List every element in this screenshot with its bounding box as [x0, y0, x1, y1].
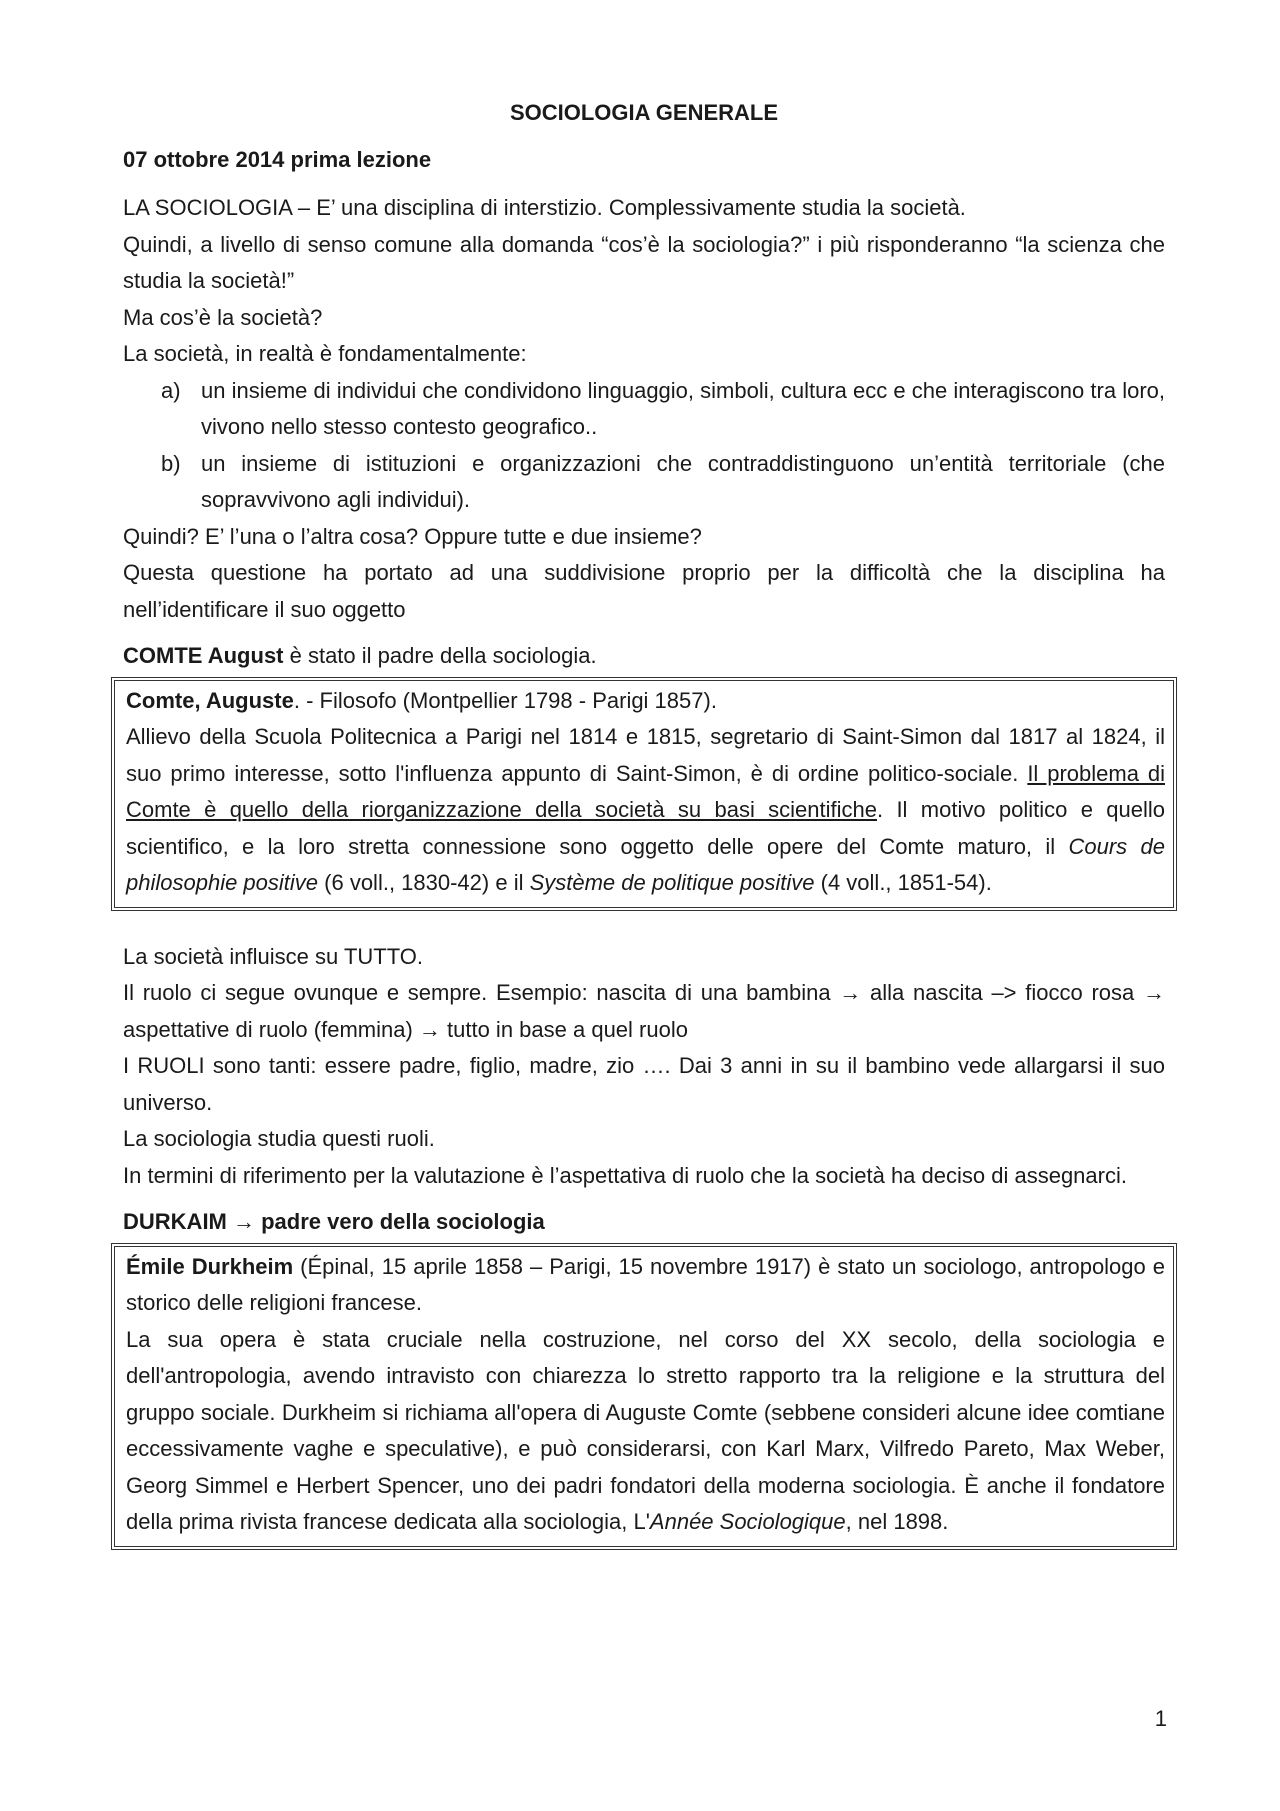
- durkheim-journal: Année Sociologique: [649, 1509, 846, 1534]
- list-item-text: un insieme di individui che condividono linguaggio, simboli, cultura ecc e che interagiscono tra loro, vivono nello stesso contesto geografico..: [201, 377, 1165, 439]
- durkheim-lead-text: (Épinal, 15 aprile 1858 – Parigi, 15 novembre 1917) è stato un sociologo, antropologo e storico delle religioni francese.: [126, 1253, 1165, 1315]
- comte-heading-name: COMTE August: [123, 643, 284, 668]
- page-content: [123, 95, 1165, 1550]
- roles-paragraph-5: In termini di riferimento per la valutazione è l’aspettativa di ruolo che la società ha deciso di assegnarci.: [123, 1162, 1127, 1188]
- durkheim-bio-end: , nel 1898.: [845, 1509, 949, 1534]
- page-number: 1: [1154, 1706, 1167, 1731]
- durkheim-bio-lead: [126, 1249, 1165, 1322]
- intro-paragraph-3: Ma cos’è la società?: [123, 304, 323, 330]
- durkheim-bio-box: [111, 1243, 1177, 1550]
- comte-bio-sentence: Allievo della Scuola Politecnica a Parigi nel 1814 e 1815, segretario di Saint-Simon dal 1817 al 1824, il suo primo interesse, sotto l'influenza appunto di Saint-Simon, è di ordine politico-sociale.: [126, 724, 1165, 786]
- durkheim-bio-text: [126, 1322, 1165, 1541]
- roles-paragraph-4: La sociologia studia questi ruoli.: [123, 1126, 435, 1151]
- comte-work-cours: Cours de philosophie positive: [126, 833, 1165, 895]
- comte-name: Comte, Auguste: [126, 687, 294, 713]
- comte-bio-mid: (6 voll., 1830-42) e il: [318, 870, 530, 895]
- comte-work-systeme: Système de politique positive: [529, 870, 815, 895]
- comte-key-problem: Il problema di Comte è quello della riorganizzazione della società su basi scientifiche: [126, 760, 1165, 822]
- lesson-date: 07 ottobre 2014 prima lezione: [123, 146, 432, 172]
- durkheim-name: Émile Durkheim: [126, 1253, 294, 1279]
- list-marker: b): [161, 450, 181, 476]
- roles-paragraph-3: I RUOLI sono tanti: essere padre, figlio, madre, zio …. Dai 3 anni in su il bambino vede allargarsi il suo universo.: [123, 1053, 1165, 1115]
- intro-paragraph-6: Questa questione ha portato ad una suddivisione proprio per la difficoltà che la disciplina ha nell’identificare il suo oggetto: [123, 560, 1165, 622]
- durkheim-bio-body: La sua opera è stata cruciale nella costruzione, nel corso del XX secolo, della sociologia e dell'antropologia, avendo intravisto con chiarezza lo stretto rapporto tra la religione e la struttura del gruppo sociale. Durkheim si richiama all'opera di Auguste Comte (sebbene consideri alcune idee comtiane eccessivamente vaghe e speculative), e può considerarsi, con Karl Marx, Vilfredo Pareto, Max Weber, Georg Simmel e Herbert Spencer, uno dei padri fondatori della moderna sociologia. È anche il fondatore della prima rivista francese dedicata alla sociologia, L': [126, 1326, 1165, 1534]
- roles-paragraph-2: Il ruolo ci segue ovunque e sempre. Esempio: nascita di una bambina → alla nascita –> fiocco rosa → aspettative di ruolo (femmina) → tutto in base a quel ruolo: [123, 980, 1165, 1042]
- comte-bio-end: (4 voll., 1851-54).: [814, 870, 992, 895]
- page-title: SOCIOLOGIA GENERALE: [509, 100, 779, 125]
- intro-paragraph-5: Quindi? E’ l’una o l’altra cosa? Oppure tutte e due insieme?: [123, 523, 702, 549]
- list-marker: a): [161, 377, 181, 403]
- intro-paragraph-4: La società, in realtà è fondamentalmente:: [123, 341, 527, 366]
- comte-bio-continuation: . Il motivo politico e quello scientifico, e la loro stretta connessione sono oggetto delle opere del Comte maturo, il: [126, 797, 1165, 859]
- durkheim-heading: DURKAIM → padre vero della sociologia: [123, 1209, 545, 1234]
- comte-bio-box: [111, 677, 1177, 911]
- society-definition-list: [123, 373, 1165, 519]
- comte-bio-text: [126, 719, 1165, 902]
- comte-heading-text: è stato il padre della sociologia.: [283, 643, 597, 668]
- intro-paragraph-1: LA SOCIOLOGIA – E’ una disciplina di interstizio. Complessivamente studia la società.: [123, 195, 966, 220]
- comte-heading: [123, 638, 1165, 675]
- list-item: [123, 446, 1165, 519]
- intro-paragraph-2: Quindi, a livello di senso comune alla domanda “cos’è la sociologia?” i più risponderanno “la scienza che studia la società!”: [123, 231, 1165, 293]
- comte-bio-lead: [126, 683, 1165, 720]
- list-item-text: un insieme di istituzioni e organizzazioni che contraddistinguono un’entità territoriale (che sopravvivono agli individui).: [201, 450, 1165, 512]
- comte-lead-text: . - Filosofo (Montpellier 1798 - Parigi 1857).: [293, 687, 717, 713]
- roles-paragraph-1: La società influisce su TUTTO.: [123, 943, 423, 969]
- list-item: [123, 373, 1165, 446]
- roles-section: [123, 939, 1165, 1195]
